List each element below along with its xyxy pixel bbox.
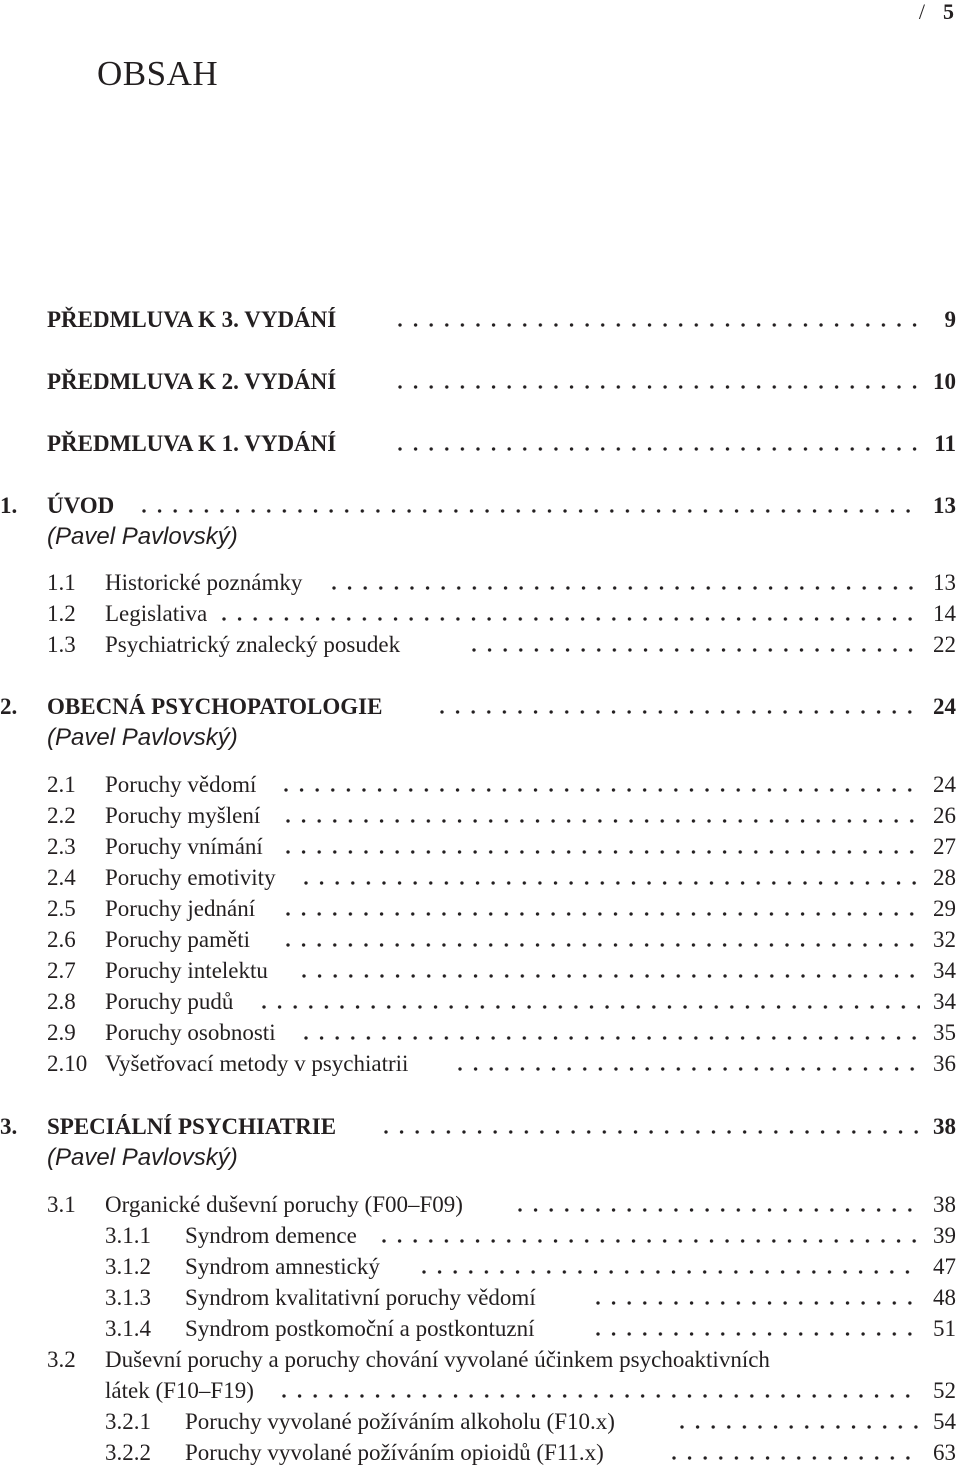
toc-chapter-1[interactable] — [0, 490, 956, 521]
dot-leader — [440, 691, 920, 722]
toc-entry-1-3[interactable] — [0, 629, 956, 660]
toc-entry-title: Legislativa — [105, 601, 208, 626]
toc-entry-page: 10 — [933, 369, 956, 394]
dot-leader — [286, 800, 920, 831]
toc-entry-page: 52 — [933, 1378, 956, 1403]
toc-entry-3-2-continued[interactable] — [0, 1375, 956, 1406]
toc-chapter-number: 1. — [0, 493, 18, 518]
toc-chapter-number: 3. — [0, 1114, 18, 1139]
toc-entry-title: Syndrom amnestický — [185, 1254, 380, 1279]
toc-entry-2-7[interactable] — [0, 955, 956, 986]
toc-entry-page: 11 — [934, 431, 956, 456]
dot-leader — [304, 1017, 920, 1048]
dot-leader — [680, 1406, 920, 1437]
toc-entry-3-1-2[interactable] — [0, 1251, 956, 1282]
toc-entry-3-1-1[interactable] — [0, 1220, 956, 1251]
toc-entry-2-4[interactable] — [0, 862, 956, 893]
toc-entry-2-8[interactable] — [0, 986, 956, 1017]
toc-chapter-title: OBECNÁ PSYCHOPATOLOGIE — [47, 694, 383, 719]
toc-entry-number: 3.2 — [47, 1347, 76, 1372]
toc-chapter-title: ÚVOD — [47, 493, 115, 518]
toc-entry-2-1[interactable] — [0, 769, 956, 800]
toc-chapter-2[interactable] — [0, 691, 956, 722]
toc-entry-page: 38 — [933, 1114, 956, 1139]
toc-chapter-number: 2. — [0, 694, 18, 719]
toc-entry-number: 3.1.3 — [105, 1285, 151, 1310]
toc-entry-number: 3.1 — [47, 1192, 76, 1217]
toc-entry-page: 14 — [933, 601, 956, 626]
toc-entry-page: 13 — [933, 493, 956, 518]
page-header — [919, 0, 954, 24]
dot-leader — [286, 893, 920, 924]
toc-entry-page: 51 — [933, 1316, 956, 1341]
toc-entry-3-1-3[interactable] — [0, 1282, 956, 1313]
toc-entry-title: Poruchy paměti — [105, 927, 250, 952]
dot-leader — [142, 490, 920, 521]
toc-entry-page: 38 — [933, 1192, 956, 1217]
toc-entry-number: 2.1 — [47, 772, 76, 797]
dot-leader — [302, 955, 920, 986]
toc-entry-number: 3.1.4 — [105, 1316, 151, 1341]
toc-entry-title: Syndrom demence — [185, 1223, 357, 1248]
toc-entry-page: 54 — [933, 1409, 956, 1434]
page-number: 5 — [943, 0, 954, 24]
toc-entry-title: Poruchy intelektu — [105, 958, 268, 983]
dot-leader — [382, 1220, 920, 1251]
toc-entry-number: 1.3 — [47, 632, 76, 657]
toc-entry-page: 26 — [933, 803, 956, 828]
dot-leader — [518, 1189, 920, 1220]
toc-entry-title: Poruchy vyvolané požíváním alkoholu (F10.x) — [185, 1409, 615, 1434]
dot-leader — [262, 986, 920, 1017]
toc-entry-number: 1.1 — [47, 570, 76, 595]
toc-entry-number: 1.2 — [47, 601, 76, 626]
toc-entry-page: 34 — [933, 958, 956, 983]
dot-leader — [596, 1282, 920, 1313]
toc-chapter-3[interactable] — [0, 1111, 956, 1142]
toc-entry-page: 24 — [933, 772, 956, 797]
toc-entry-3-2-1[interactable] — [0, 1406, 956, 1437]
toc-entry-1-1[interactable] — [0, 567, 956, 598]
toc-entry-number: 2.8 — [47, 989, 76, 1014]
toc-entry-page: 9 — [944, 307, 956, 332]
dot-leader — [596, 1313, 920, 1344]
toc-entry-title: PŘEDMLUVA K 1. VYDÁNÍ — [47, 431, 337, 456]
toc-entry-number: 2.7 — [47, 958, 76, 983]
toc-entry-number: 2.9 — [47, 1020, 76, 1045]
toc-entry-title: PŘEDMLUVA K 3. VYDÁNÍ — [47, 307, 337, 332]
toc-entry-page: 36 — [933, 1051, 956, 1076]
toc-entry-title: Poruchy vnímání — [105, 834, 263, 859]
toc-entry-page: 22 — [933, 632, 956, 657]
dot-leader — [286, 831, 920, 862]
dot-leader — [282, 1375, 920, 1406]
toc-entry-title: Organické duševní poruchy (F00–F09) — [105, 1192, 463, 1217]
dot-leader — [398, 304, 928, 335]
toc-entry-title: Poruchy myšlení — [105, 803, 261, 828]
toc-entry-preface-1[interactable] — [0, 428, 956, 459]
toc-entry-page: 63 — [933, 1440, 956, 1465]
toc-entry-number: 2.2 — [47, 803, 76, 828]
toc-entry-3-2-2[interactable] — [0, 1437, 956, 1468]
toc-entry-page: 32 — [933, 927, 956, 952]
toc-entry-title: Poruchy pudů — [105, 989, 234, 1014]
toc-chapter-title: SPECIÁLNÍ PSYCHIATRIE — [47, 1114, 337, 1139]
toc-entry-title: Poruchy vědomí — [105, 772, 257, 797]
toc-entry-2-10[interactable] — [0, 1048, 956, 1079]
toc-entry-number: 3.2.2 — [105, 1440, 151, 1465]
toc-entry-page: 29 — [933, 896, 956, 921]
toc-entry-number: 3.2.1 — [105, 1409, 151, 1434]
toc-entry-preface-2[interactable] — [0, 366, 956, 397]
toc-entry-title: Historické poznámky — [105, 570, 303, 595]
dot-leader — [458, 1048, 920, 1079]
toc-entry-page: 48 — [933, 1285, 956, 1310]
toc-entry-page: 28 — [933, 865, 956, 890]
toc-entry-page: 13 — [933, 570, 956, 595]
toc-chapter-author: (Pavel Pavlovský) — [47, 724, 238, 751]
dot-leader — [222, 598, 920, 629]
dot-leader — [398, 366, 920, 397]
toc-entry-page: 47 — [933, 1254, 956, 1279]
toc-entry-title: Poruchy emotivity — [105, 865, 276, 890]
toc-entry-title: PŘEDMLUVA K 2. VYDÁNÍ — [47, 369, 337, 394]
toc-entry-title-continued: látek (F10–F19) — [105, 1378, 254, 1403]
toc-entry-title: Duševní poruchy a poruchy chování vyvolané účinkem psychoaktivních — [105, 1347, 770, 1372]
toc-entry-2-2[interactable] — [0, 800, 956, 831]
toc-entry-2-9[interactable] — [0, 1017, 956, 1048]
toc-entry-title: Psychiatrický znalecký posudek — [105, 632, 401, 657]
toc-entry-page: 24 — [933, 694, 956, 719]
toc-entry-2-3[interactable] — [0, 831, 956, 862]
toc-entry-page: 39 — [933, 1223, 956, 1248]
dot-leader — [304, 862, 920, 893]
toc-entry-title: Vyšetřovací metody v psychiatrii — [105, 1051, 409, 1076]
dot-leader — [398, 428, 920, 459]
toc-entry-number: 2.4 — [47, 865, 76, 890]
toc-entry-3-1[interactable] — [0, 1189, 956, 1220]
header-separator: / — [918, 0, 925, 24]
toc-entry-title: Poruchy jednání — [105, 896, 256, 921]
dot-leader — [672, 1437, 920, 1468]
toc-entry-preface-3[interactable] — [0, 304, 956, 335]
page-title: OBSAH — [97, 54, 219, 93]
toc-entry-1-2[interactable] — [0, 598, 956, 629]
toc-entry-title: Syndrom postkomoční a postkontuzní — [185, 1316, 535, 1341]
toc-entry-number: 2.3 — [47, 834, 76, 859]
toc-entry-number: 2.10 — [47, 1051, 88, 1076]
toc-entry-title: Poruchy osobnosti — [105, 1020, 276, 1045]
toc-entry-number: 2.6 — [47, 927, 76, 952]
toc-entry-3-2[interactable] — [0, 1344, 956, 1375]
toc-entry-number: 3.1.1 — [105, 1223, 151, 1248]
toc-entry-page: 35 — [933, 1020, 956, 1045]
toc-entry-number: 2.5 — [47, 896, 76, 921]
dot-leader — [384, 1111, 920, 1142]
dot-leader — [332, 567, 920, 598]
dot-leader — [422, 1251, 920, 1282]
dot-leader — [472, 629, 920, 660]
toc-entry-number: 3.1.2 — [105, 1254, 151, 1279]
dot-leader — [284, 769, 920, 800]
toc-chapter-author: (Pavel Pavlovský) — [47, 1144, 238, 1171]
toc-entry-title: Syndrom kvalitativní poruchy vědomí — [185, 1285, 536, 1310]
toc-entry-page: 27 — [933, 834, 956, 859]
toc-entry-2-5[interactable] — [0, 893, 956, 924]
dot-leader — [286, 924, 920, 955]
toc-entry-3-1-4[interactable] — [0, 1313, 956, 1344]
toc-entry-2-6[interactable] — [0, 924, 956, 955]
toc-chapter-author: (Pavel Pavlovský) — [47, 523, 238, 550]
toc-entry-page: 34 — [933, 989, 956, 1014]
toc-entry-title: Poruchy vyvolané požíváním opioidů (F11.x) — [185, 1440, 604, 1465]
